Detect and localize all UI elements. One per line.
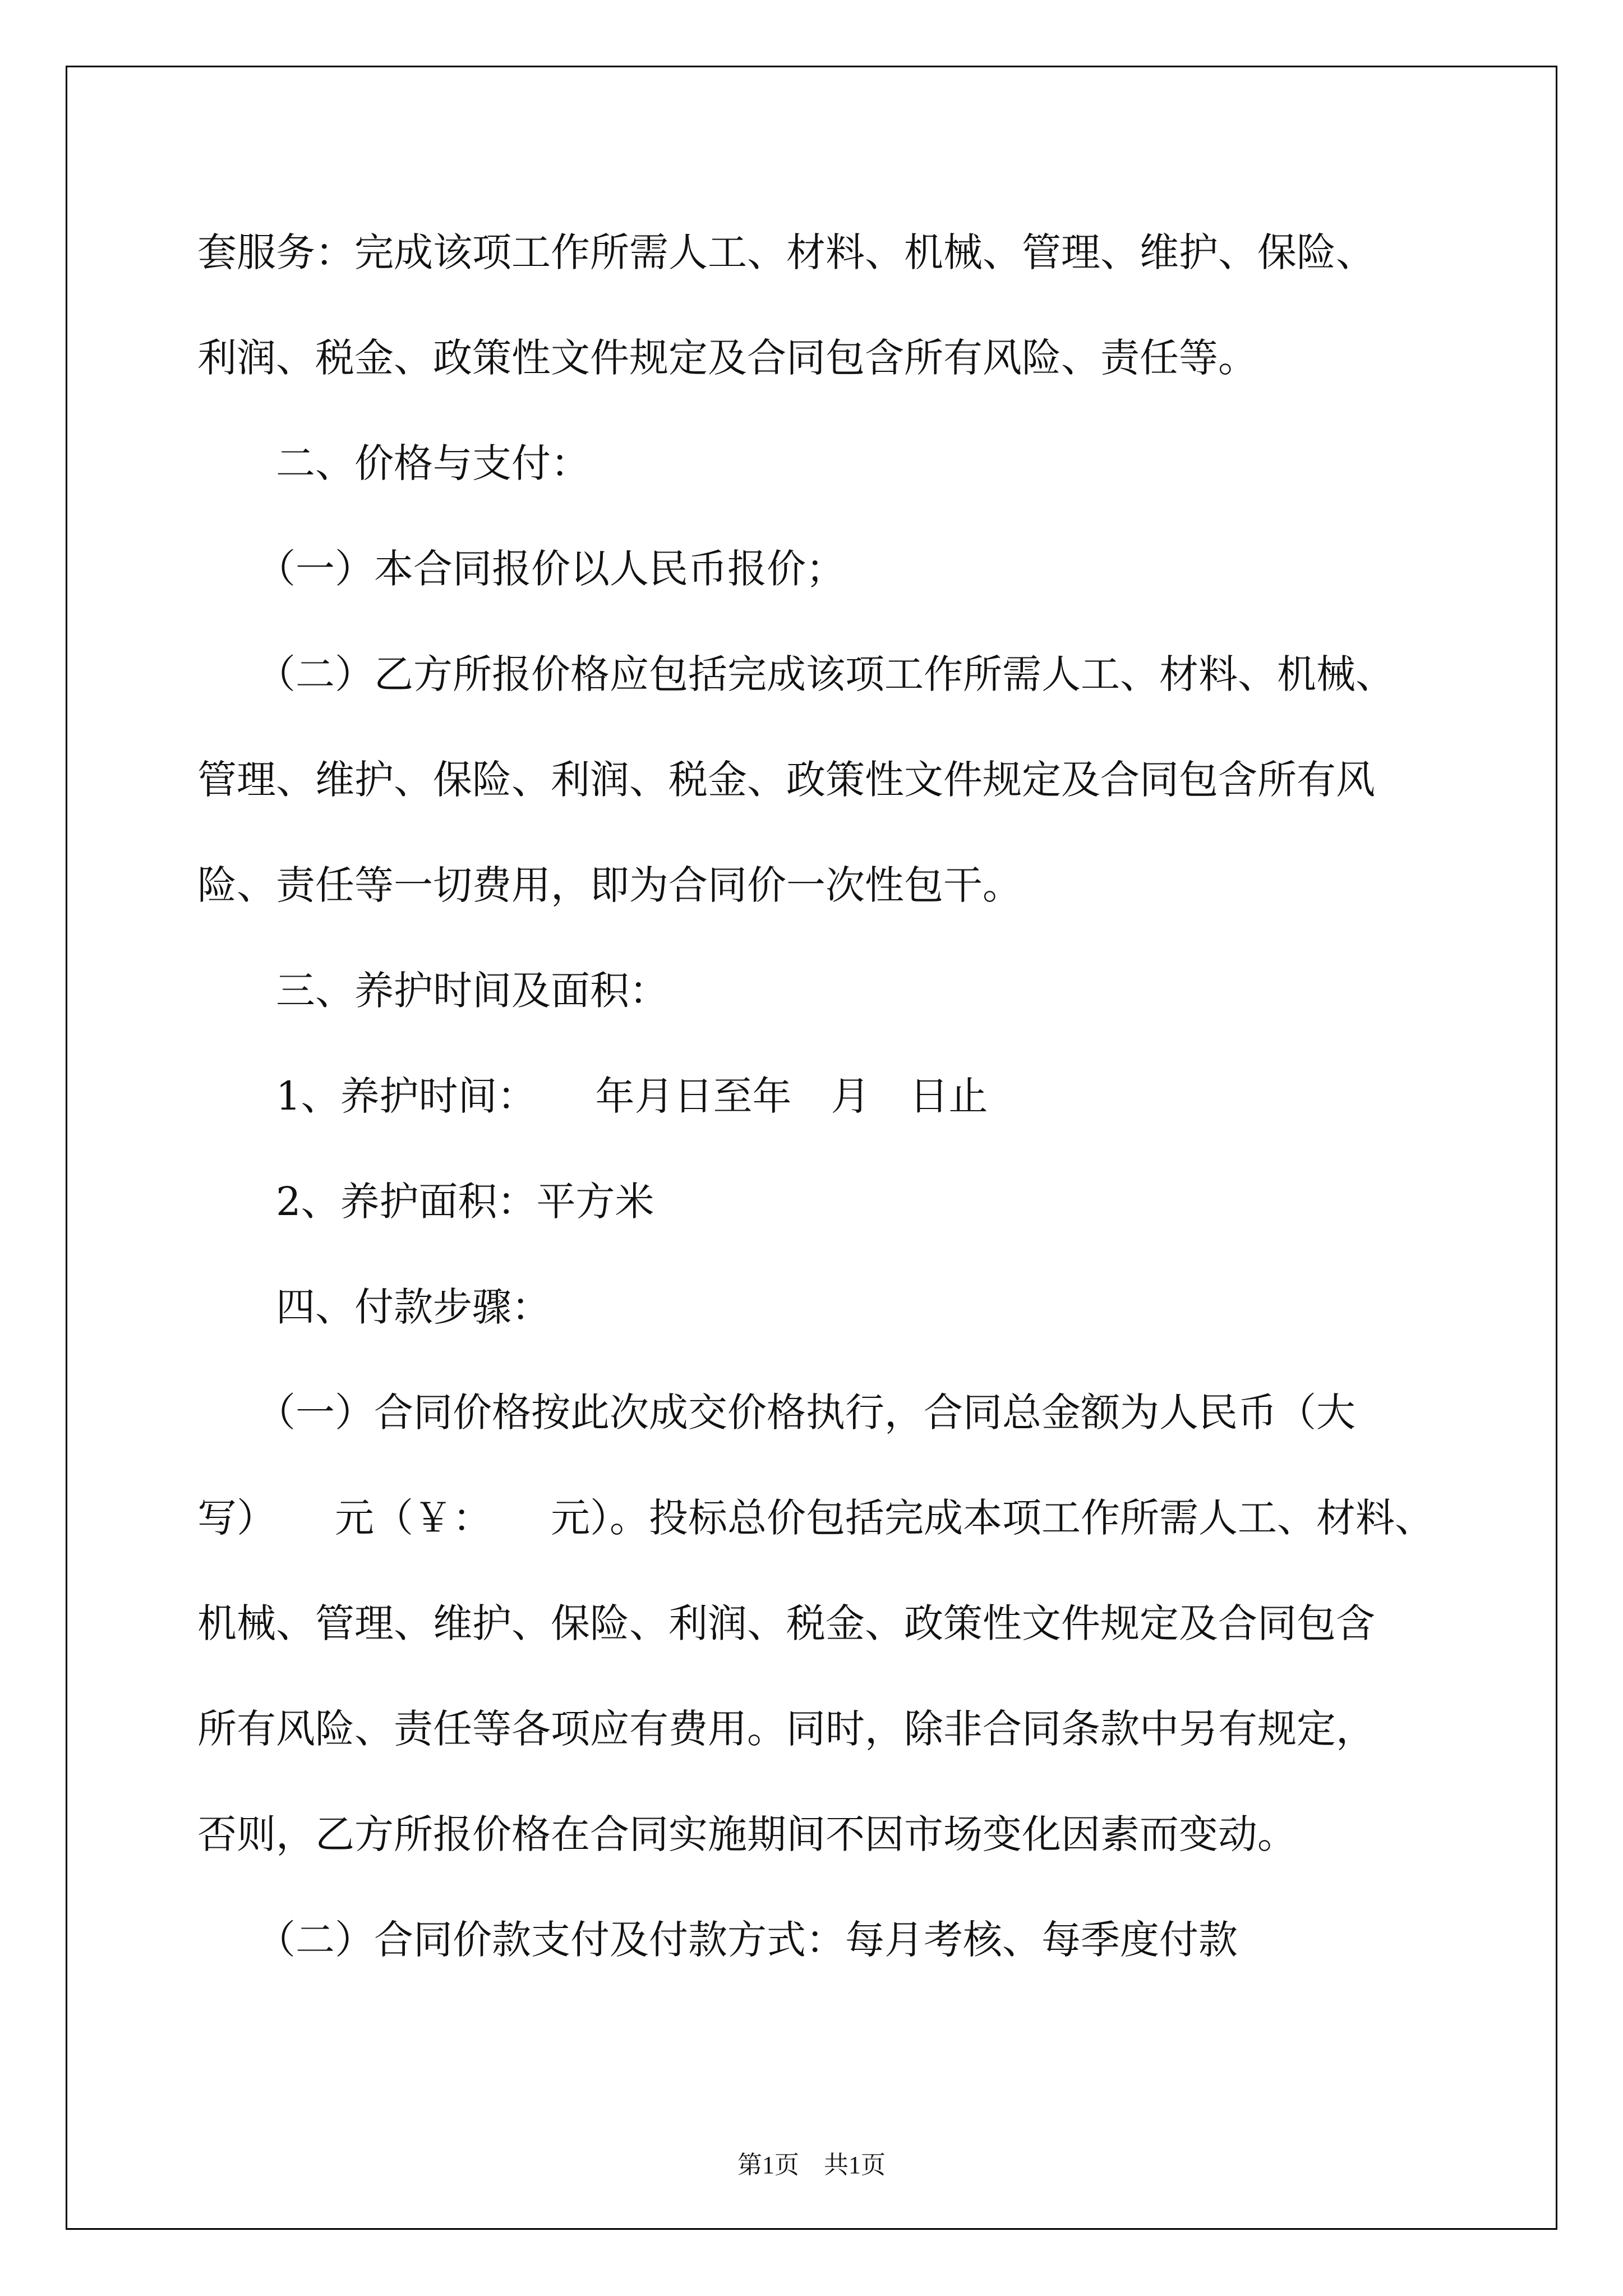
body-line-10: 2、养护面积：平方米 [197,1179,654,1225]
body-line-15: 所有风险、责任等各项应有费用。同时，除非合同条款中另有规定， [197,1706,1375,1752]
body-line-14: 机械、管理、维护、保险、利润、税金、政策性文件规定及合同包含 [197,1600,1375,1646]
body-line-9: 1、养护时间： 年月日至年 月 日止 [197,1073,988,1119]
page-footer: 第1页 共1页 [737,2151,886,2179]
body-line-1: 套服务：完成该项工作所需人工、材料、机械、管理、维护、保险、 [197,229,1375,275]
body-line-5: （二）乙方所报价格应包括完成该项工作所需人工、材料、机械、 [197,651,1395,697]
body-line-2: 利润、税金、政策性文件规定及合同包含所有风险、责任等。 [197,335,1257,381]
body-line-17: （二）合同价款支付及付款方式：每月考核、每季度付款 [197,1917,1238,1963]
section-heading-price-payment: 二、价格与支付： [197,440,590,486]
body-line-13: 写） 元（￥： 元）。投标总价包括完成本项工作所需人工、材料、 [197,1495,1434,1541]
body-line-12: （一）合同价格按此次成交价格执行，合同总金额为人民币（大 [197,1389,1355,1435]
section-heading-maintenance: 三、养护时间及面积： [197,968,668,1014]
section-heading-payment-steps: 四、付款步骤： [197,1284,551,1330]
body-line-6: 管理、维护、保险、利润、税金、政策性文件规定及合同包含所有风 [197,757,1375,803]
body-line-4: （一）本合同报价以人民币报价； [197,546,845,592]
body-line-16: 否则，乙方所报价格在合同实施期间不因市场变化因素而变动。 [197,1811,1297,1857]
body-line-7: 险、责任等一切费用，即为合同价一次性包干。 [197,862,1022,908]
page-border [66,66,1557,2230]
